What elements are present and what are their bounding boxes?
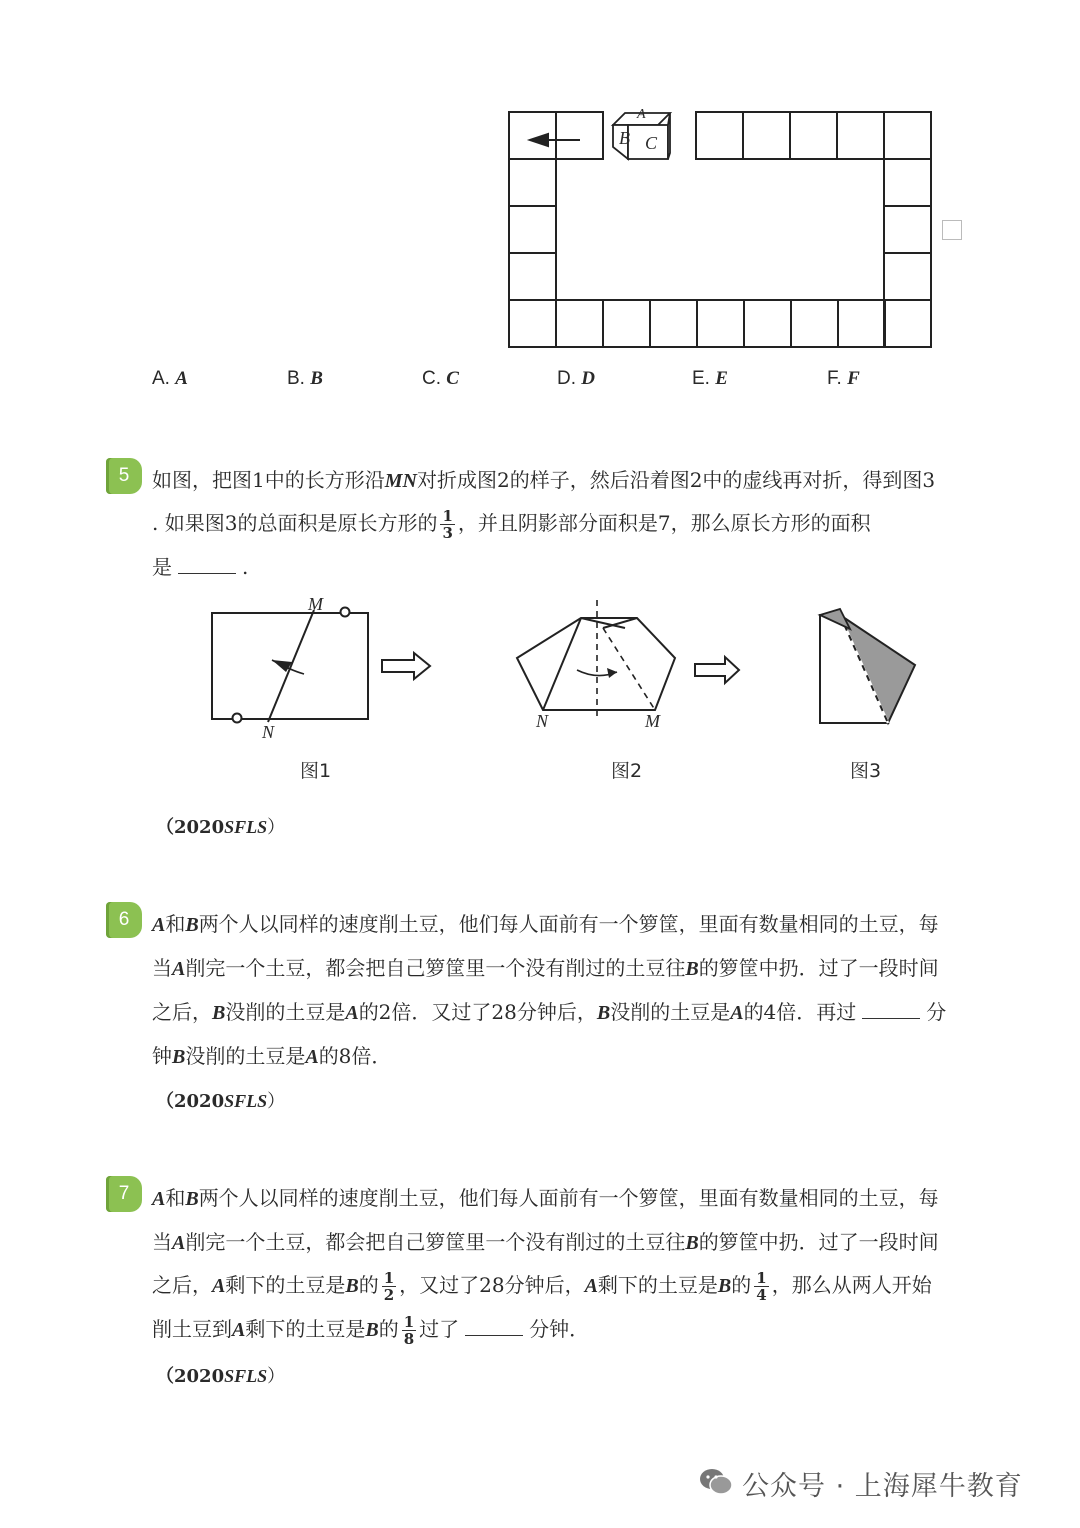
q5-line-1 bbox=[152, 465, 935, 496]
cube-face-a: A bbox=[637, 107, 646, 122]
cube-face-b: B bbox=[619, 128, 630, 148]
fraction: $\frac{1}{2}$ bbox=[383, 1269, 395, 1304]
q5-text: ，并且阴影部分面积是7，那么原长方形的面积 bbox=[457, 511, 871, 535]
q7-line-2: 当A削完一个土豆，都会把自己箩筐里一个没有削过的土豆往B的箩筐中扔．过了一段时间 bbox=[152, 1230, 939, 1254]
q7-source: （2020SFLS） bbox=[156, 1366, 286, 1387]
q5-text: . 如果图3的总面积是原长方形的 bbox=[152, 511, 438, 535]
option-a-letter: A. bbox=[152, 368, 170, 389]
option-d-letter: D. bbox=[557, 368, 576, 389]
q7-line-4: 削土豆到A剩下的土豆是B的 $\frac{1}{8}$ 过了 分钟． bbox=[152, 1313, 590, 1348]
option-f-value: F bbox=[847, 368, 860, 389]
fraction: $\frac{1}{8}$ bbox=[403, 1313, 415, 1348]
q5-text: . bbox=[242, 555, 249, 579]
question-number-badge: 7 bbox=[106, 1176, 142, 1212]
option-f[interactable] bbox=[827, 368, 860, 390]
q5-text: 是 bbox=[152, 555, 172, 579]
answer-blank[interactable] bbox=[178, 555, 236, 574]
q5-text: 对折成图2的样子，然后沿着图2中的虚线再对折，得到图3 bbox=[416, 468, 936, 492]
q4-path-figure bbox=[500, 105, 970, 355]
option-e-value: E bbox=[715, 368, 728, 389]
option-a[interactable] bbox=[152, 368, 188, 390]
option-c-letter: C. bbox=[422, 368, 441, 389]
fraction: $\frac{1}{4}$ bbox=[756, 1269, 767, 1304]
option-c[interactable] bbox=[422, 368, 459, 390]
fig3-caption: 图3 bbox=[850, 760, 882, 782]
watermark: 公众号 · 上海犀牛教育 bbox=[742, 1471, 1023, 1502]
q5-source: （2020SFLS） bbox=[156, 817, 286, 838]
q7-line-3: 之后，A剩下的土豆是B的 $\frac{1}{2}$ ，又过了28分钟后，A剩下的土豆是B的 $\frac{1}{4}$ ，那么从两人开始 bbox=[152, 1269, 932, 1304]
fig2-caption: 图2 bbox=[611, 760, 643, 782]
q6-line-3: 之后，B没削的土豆是A的2倍．又过了28分钟后，B没削的土豆是A的4倍．再过 分 bbox=[152, 1000, 947, 1024]
fig2-label-m: M bbox=[645, 711, 660, 731]
q5-line-3 bbox=[152, 552, 248, 582]
q5-figure-2 bbox=[505, 598, 745, 728]
q6-line-2: 当A削完一个土豆，都会把自己箩筐里一个没有削过的土豆往B的箩筐中扔．过了一段时间 bbox=[152, 956, 939, 980]
option-c-value: C bbox=[446, 368, 459, 389]
q6-line-1: A和B两个人以同样的速度削土豆，他们每人面前有一个箩筐，里面有数量相同的土豆，每 bbox=[152, 912, 939, 936]
option-f-letter: F. bbox=[827, 368, 842, 389]
fig1-label-m: M bbox=[308, 594, 323, 614]
fig1-label-n: N bbox=[262, 722, 275, 742]
q5-var: MN bbox=[384, 470, 417, 492]
answer-blank[interactable] bbox=[862, 1000, 920, 1019]
option-b-value: B bbox=[310, 368, 323, 389]
option-d-value: D bbox=[581, 368, 596, 389]
wechat-icon bbox=[698, 1466, 734, 1498]
cube-face-c: C bbox=[645, 133, 658, 153]
answer-blank[interactable] bbox=[465, 1317, 523, 1336]
option-a-value: A bbox=[175, 368, 188, 389]
q5-figure-3 bbox=[810, 605, 925, 730]
option-b-letter: B. bbox=[287, 368, 305, 389]
fig1-caption: 图1 bbox=[300, 760, 332, 782]
option-d[interactable] bbox=[557, 368, 595, 390]
fraction: $\frac{1}{3}$ bbox=[442, 507, 453, 542]
answer-checkbox[interactable] bbox=[942, 220, 962, 240]
q6-source: （2020SFLS） bbox=[156, 1091, 286, 1112]
option-e[interactable] bbox=[692, 368, 728, 390]
q6-line-4: 钟B没削的土豆是A的8倍． bbox=[152, 1044, 392, 1068]
q5-text: 如图，把图1中的长方形沿 bbox=[152, 468, 385, 492]
q7-line-1: A和B两个人以同样的速度削土豆，他们每人面前有一个箩筐，里面有数量相同的土豆，每 bbox=[152, 1186, 939, 1210]
q5-line-2 bbox=[152, 508, 871, 541]
option-e-letter: E. bbox=[692, 368, 710, 389]
option-b[interactable] bbox=[287, 368, 323, 390]
fig2-label-n: N bbox=[536, 711, 549, 731]
question-number-badge: 5 bbox=[106, 458, 142, 494]
question-number-badge: 6 bbox=[106, 902, 142, 938]
q5-figure-1 bbox=[200, 592, 450, 752]
